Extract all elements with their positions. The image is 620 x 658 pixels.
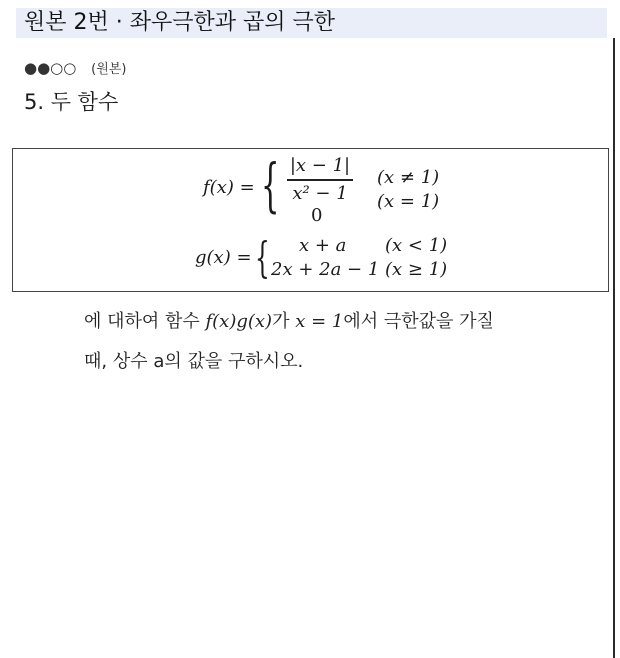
g-case1-expression: x + a: [299, 235, 347, 256]
f-condition-1: (x ≠ 1): [377, 167, 440, 188]
g-condition-1: (x < 1): [385, 235, 448, 256]
f-case1-denominator: x² − 1: [292, 182, 348, 204]
problem-heading: 5. 두 함수: [24, 90, 119, 114]
g-brace: {: [255, 233, 270, 282]
statement-text: 가: [272, 311, 296, 332]
statement-line-1: [84, 302, 594, 342]
f-case1-fraction: [285, 155, 355, 205]
statement-text: 에서 극한값을 가질: [343, 311, 494, 332]
product-expression: f(x)g(x): [205, 311, 273, 332]
difficulty-indicator: [24, 58, 126, 77]
fraction-bar: [287, 179, 353, 181]
f-case1-numerator: |x − 1|: [289, 155, 351, 176]
difficulty-dots: ●●○○: [24, 59, 77, 77]
g-condition-2: (x ≥ 1): [385, 259, 448, 280]
right-margin-rule: [613, 38, 615, 658]
f-definition-lhs: f(x) =: [203, 177, 255, 198]
f-brace: {: [261, 151, 280, 219]
statement-line-2: 때, 상수 a의 값을 구하시오.: [84, 351, 304, 372]
point-expression: x = 1: [295, 311, 344, 332]
g-case2-expression: 2x + 2a − 1: [271, 259, 380, 280]
g-definition-lhs: g(x) =: [195, 247, 252, 268]
source-label: (원본): [91, 62, 127, 77]
f-condition-2: (x = 1): [377, 191, 440, 212]
problem-statement: [84, 302, 594, 382]
f-case2-value: 0: [311, 205, 323, 226]
formula-box: [12, 148, 609, 292]
statement-text: 에 대하여 함수: [84, 311, 206, 332]
page-title: 원본 2번 · 좌우극한과 곱의 극한: [24, 10, 335, 35]
